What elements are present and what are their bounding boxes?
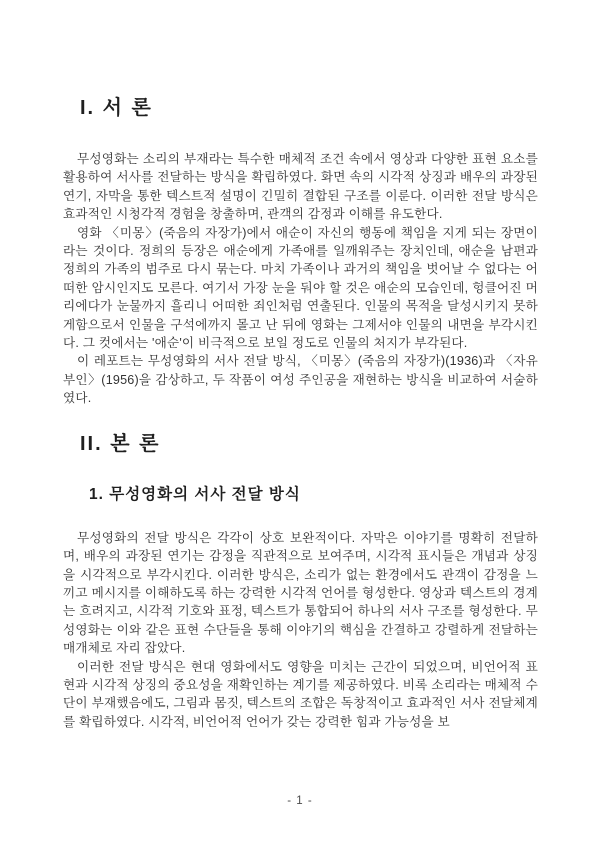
paragraph-intro-overview: 무성영화는 소리의 부재라는 특수한 매체적 조건 속에서 영상과 다양한 표현 요소를 활용하여 서사를 전달하는 방식을 확립하였다. 화면 속의 시각적 상징과 배우의 과장된 연기, 자막을 통한 텍스트적 설명이 긴밀히 결합된 구조를 이룬다. 이러한 전달 방식은 효과적인 시청각적 경험을 창출하며, 관객의 감정과 이해를 유도한다. bbox=[63, 152, 538, 222]
subsection-heading-silent-film-narrative: 1. 무성영화의 서사 전달 방식 bbox=[89, 485, 301, 503]
section-heading-introduction: I. 서 론 bbox=[80, 97, 153, 119]
paragraph-body-modern-influence: 이러한 전달 방식은 현대 영화에서도 영향을 미치는 근간이 되었으며, 비언어적 표현과 시각적 상징의 중요성을 재확인하는 계기를 제공하였다. 비록 소리라는 매체적 수단이 부재했음에도, 그림과 몸짓, 텍스트의 조합은 독창적이고 효과적인 서사 전달체계를 확립하였다. 시각적, 비언어적 언어가 갖는 강력한 힘과 가능성을 보 bbox=[63, 659, 538, 729]
page-number: - 1 - bbox=[287, 795, 313, 807]
paragraph-body-narrative-methods: 무성영화의 전달 방식은 각각이 상호 보완적이다. 자막은 이야기를 명확히 전달하며, 배우의 과장된 연기는 감정을 직관적으로 보여주며, 시각적 표시들은 개념과 상징을 시각적으로 부각시킨다. 이러한 방식은, 소리가 없는 환경에서도 관객이 감정을 느끼고 메시지를 이해하도록 하는 강력한 시각적 언어를 형성한다. 영상과 텍스트의 경계는 흐려지고, 시각적 기호와 표정, 텍스트가 통합되어 하나의 서사 구조를 형성한다. 무성영화는 이와 같은 표현 수단들을 통해 이야기의 핵심을 간결하고 강렬하게 전달하는 매개체로 자리 잡았다. bbox=[63, 530, 538, 656]
paragraph-intro-mimong-scene: 영화 〈미몽〉(죽음의 자장가)에서 애순이 자신의 행동에 책임을 지게 되는 장면이라는 것이다. 정희의 등장은 애순에게 가족애를 일깨워주는 장치인데, 애순을 남편과 정희의 가족의 범주로 다시 묶는다. 마치 가족이나 과거의 책임을 벗어날 수 없다는 어떠한 암시인지도 모른다. 여기서 가장 눈을 둬야 할 것은 애순의 모습인데, 헝클어진 머리에다가 눈물까지 흘리니 어떠한 죄인처럼 연출된다. 인물의 목적을 달성시키지 못하게함으로서 인물을 구석에까지 몰고 난 뒤에 영화는 그제서야 인물의 내면을 부각시킨다. 그 컷에서는 '애순'이 비극적으로 보일 정도로 인물의 처지가 부각된다. bbox=[63, 225, 538, 351]
paragraph-intro-report-purpose: 이 레포트는 무성영화의 서사 전달 방식, 〈미몽〉(죽음의 자장가)(1936)과 〈자유부인〉(1956)을 감상하고, 두 작품이 여성 주인공을 재현하는 방식을 비교하여 서술하였다. bbox=[63, 354, 538, 406]
section-heading-main-body: II. 본 론 bbox=[80, 432, 161, 455]
